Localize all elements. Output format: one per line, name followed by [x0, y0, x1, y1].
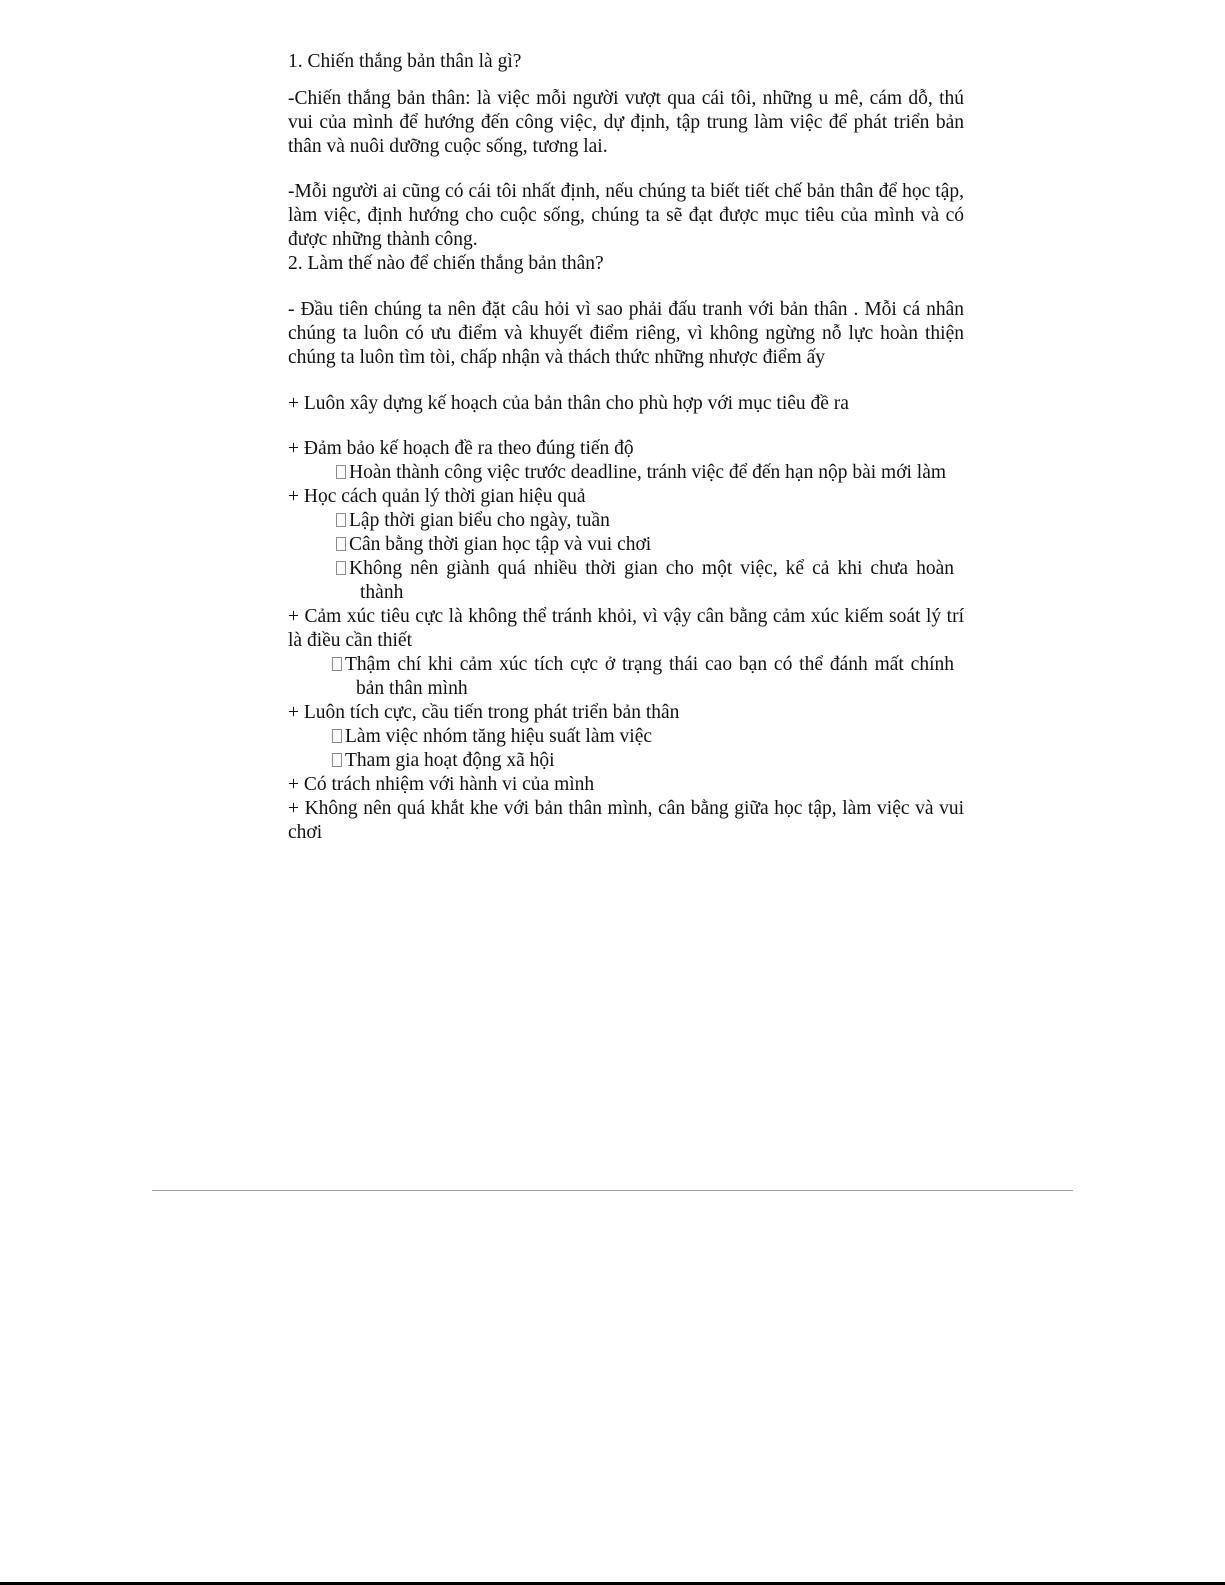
heading-2: 2. Làm thế nào để chiến thắng bản thân? [288, 253, 604, 274]
page-divider [152, 1190, 1073, 1191]
sub-item: Tham gia hoạt động xã hội [288, 749, 964, 773]
sub-item: Cân bằng thời gian học tập và vui chơi [288, 533, 964, 557]
bullet-box-icon [336, 465, 346, 479]
sub-item: Hoàn thành công việc trước deadline, tránh việc để đến hạn nộp bài mới làm [288, 461, 964, 485]
sub-item: Thậm chí khi cảm xúc tích cực ở trạng thái cao bạn có thể đánh mất chính bản thân mình [288, 653, 964, 701]
bullet-box-icon [336, 537, 346, 551]
bullet-box-icon [332, 729, 342, 743]
paragraph-definition: -Chiến thắng bản thân: là việc mỗi người vượt qua cái tôi, những u mê, cám dỗ, thú vui của mình để hướng đến công việc, dự định, tập trung làm việc để phát triển bản thân và nuôi dưỡng cuộc sống, tương lai. [288, 88, 964, 157]
sub-item: Làm việc nhóm tăng hiệu suất làm việc [288, 725, 964, 749]
bullet-box-icon [336, 561, 346, 575]
paragraph-first-step: - Đầu tiên chúng ta nên đặt câu hỏi vì sao phải đấu tranh với bản thân . Mỗi cá nhân chúng ta luôn có ưu điểm và khuyết điểm riêng, vì không ngừng nỗ lực hoàn thiện chúng ta luôn tìm tòi, chấp nhận và thách thức những nhược điểm ấy [288, 299, 964, 368]
paragraph-self-restraint: -Mỗi người ai cũng có cái tôi nhất định, nếu chúng ta biết tiết chế bản thân để học tập, làm việc, định hướng cho cuộc sống, chúng ta sẽ đạt được mục tiêu của mình và có được những thành công. [288, 181, 964, 250]
document-body [288, 50, 964, 845]
list-item-emotions: + Cảm xúc tiêu cực là không thể tránh khỏi, vì vậy cân bằng cảm xúc kiếm soát lý trí là điều cần thiết [288, 606, 964, 651]
list-item-time-management: + Học cách quản lý thời gian hiệu quả [288, 486, 586, 507]
bullet-box-icon [332, 753, 342, 767]
heading-1: 1. Chiến thắng bản thân là gì? [288, 51, 522, 72]
bullet-box-icon [336, 513, 346, 527]
list-item-schedule: + Đảm bảo kế hoạch đề ra theo đúng tiến độ [288, 438, 634, 459]
list-item-positive: + Luôn tích cực, cầu tiến trong phát triển bản thân [288, 702, 680, 723]
list-item-plan: + Luôn xây dựng kế hoạch của bản thân cho phù hợp với mục tiêu đề ra [288, 393, 849, 414]
list-item-responsibility: + Có trách nhiệm với hành vi của mình [288, 774, 595, 795]
sub-item: Lập thời gian biểu cho ngày, tuần [288, 509, 964, 533]
bullet-box-icon [332, 657, 342, 671]
sub-item: Không nên giành quá nhiều thời gian cho một việc, kể cả khi chưa hoàn thành [288, 557, 964, 605]
list-item-balance: + Không nên quá khắt khe với bản thân mình, cân bằng giữa học tập, làm việc và vui chơi [288, 798, 964, 843]
